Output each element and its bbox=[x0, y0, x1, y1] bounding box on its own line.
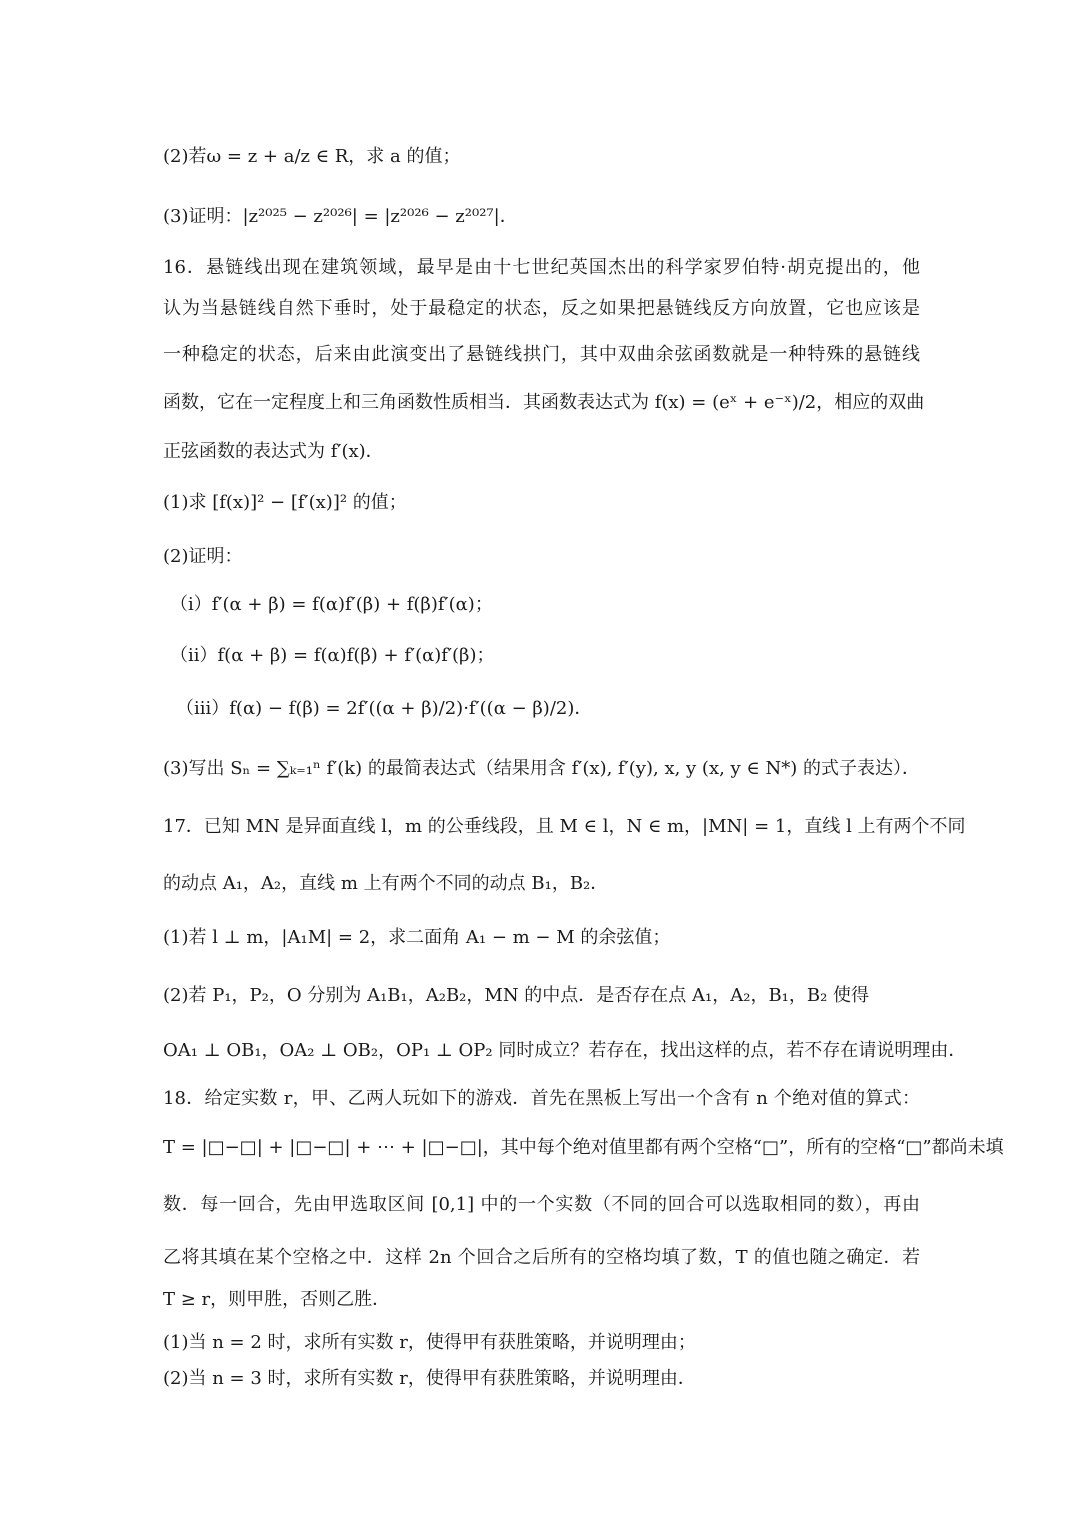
q16-part1: (1)求 [f(x)]² − [f′(x)]² 的值； bbox=[163, 492, 407, 513]
q16-line-1: 16．悬链线出现在建筑领域，最早是由十七世纪英国杰出的科学家罗伯特·胡克提出的，他 bbox=[163, 257, 920, 278]
q16-part2-ii: （ii）f(α + β) = f(α)f(β) + f′(α)f′(β)； bbox=[170, 645, 495, 666]
q18-line-3: 数．每一回合，先由甲选取区间 [0,1] 中的一个实数（不同的回合可以选取相同的数），再由 bbox=[163, 1194, 920, 1215]
q16-line-4: 函数，它在一定程度上和三角函数性质相当．其函数表达式为 f(x) = (eˣ + e⁻ˣ)/2，相应的双曲 bbox=[163, 392, 925, 413]
q16-part3: (3)写出 Sₙ = ∑ₖ₌₁ⁿ f′(k) 的最简表达式（结果用含 f′(x), f′(y), x, y (x, y ∈ N*) 的式子表达）． bbox=[163, 758, 920, 779]
q15-part3: (3)证明：|z²⁰²⁵ − z²⁰²⁶| = |z²⁰²⁶ − z²⁰²⁷|． bbox=[163, 206, 518, 227]
q18-line-1: 18．给定实数 r，甲、乙两人玩如下的游戏．首先在黑板上写出一个含有 n 个绝对值的算式： bbox=[163, 1088, 920, 1109]
q15-part2: (2)若ω = z + a/z ∈ R，求 a 的值； bbox=[163, 146, 461, 167]
q18-line-4: 乙将其填在某个空格之中．这样 2n 个回合之后所有的空格均填了数，T 的值也随之确定．若 bbox=[163, 1247, 920, 1268]
q17-line-2: 的动点 A₁，A₂，直线 m 上有两个不同的动点 B₁，B₂． bbox=[163, 873, 609, 894]
q18-part1: (1)当 n = 2 时，求所有实数 r，使得甲有获胜策略，并说明理由； bbox=[163, 1332, 696, 1353]
q16-line-2: 认为当悬链线自然下垂时，处于最稳定的状态，反之如果把悬链线反方向放置，它也应该是 bbox=[163, 298, 920, 319]
q16-part2: (2)证明： bbox=[163, 546, 243, 567]
q16-part2-iii: （iii）f(α) − f(β) = 2f′((α + β)/2)·f′((α − β)/2)． bbox=[176, 698, 593, 719]
q17-part2: (2)若 P₁，P₂，O 分别为 A₁B₁，A₂B₂，MN 的中点．是否存在点 A₁，A₂，B₁，B₂ 使得 bbox=[163, 985, 870, 1006]
q16-part2-i: （i）f′(α + β) = f(α)f′(β) + f(β)f′(α)； bbox=[170, 594, 493, 615]
q18-line-2: T = |□−□| + |□−□| + ⋯ + |□−□|，其中每个绝对值里都有两个空格“□”，所有的空格“□”都尚未填 bbox=[163, 1137, 1004, 1158]
q16-line-5: 正弦函数的表达式为 f′(x)． bbox=[163, 441, 384, 462]
q17-part1: (1)若 l ⊥ m，|A₁M| = 2，求二面角 A₁ − m − M 的余弦值； bbox=[163, 927, 671, 948]
q18-part2: (2)当 n = 3 时，求所有实数 r，使得甲有获胜策略，并说明理由． bbox=[163, 1368, 696, 1389]
q17-line-1: 17．已知 MN 是异面直线 l，m 的公垂线段，且 M ∈ l，N ∈ m，|MN| = 1，直线 l 上有两个不同 bbox=[163, 816, 966, 837]
q18-line-5: T ≥ r，则甲胜，否则乙胜． bbox=[163, 1289, 391, 1310]
q17-part2-cont: OA₁ ⊥ OB₁，OA₂ ⊥ OB₂，OP₁ ⊥ OP₂ 同时成立？若存在，找出这样的点，若不存在请说明理由． bbox=[163, 1040, 967, 1061]
q16-line-3: 一种稳定的状态，后来由此演变出了悬链线拱门，其中双曲余弦函数就是一种特殊的悬链线 bbox=[163, 344, 920, 365]
